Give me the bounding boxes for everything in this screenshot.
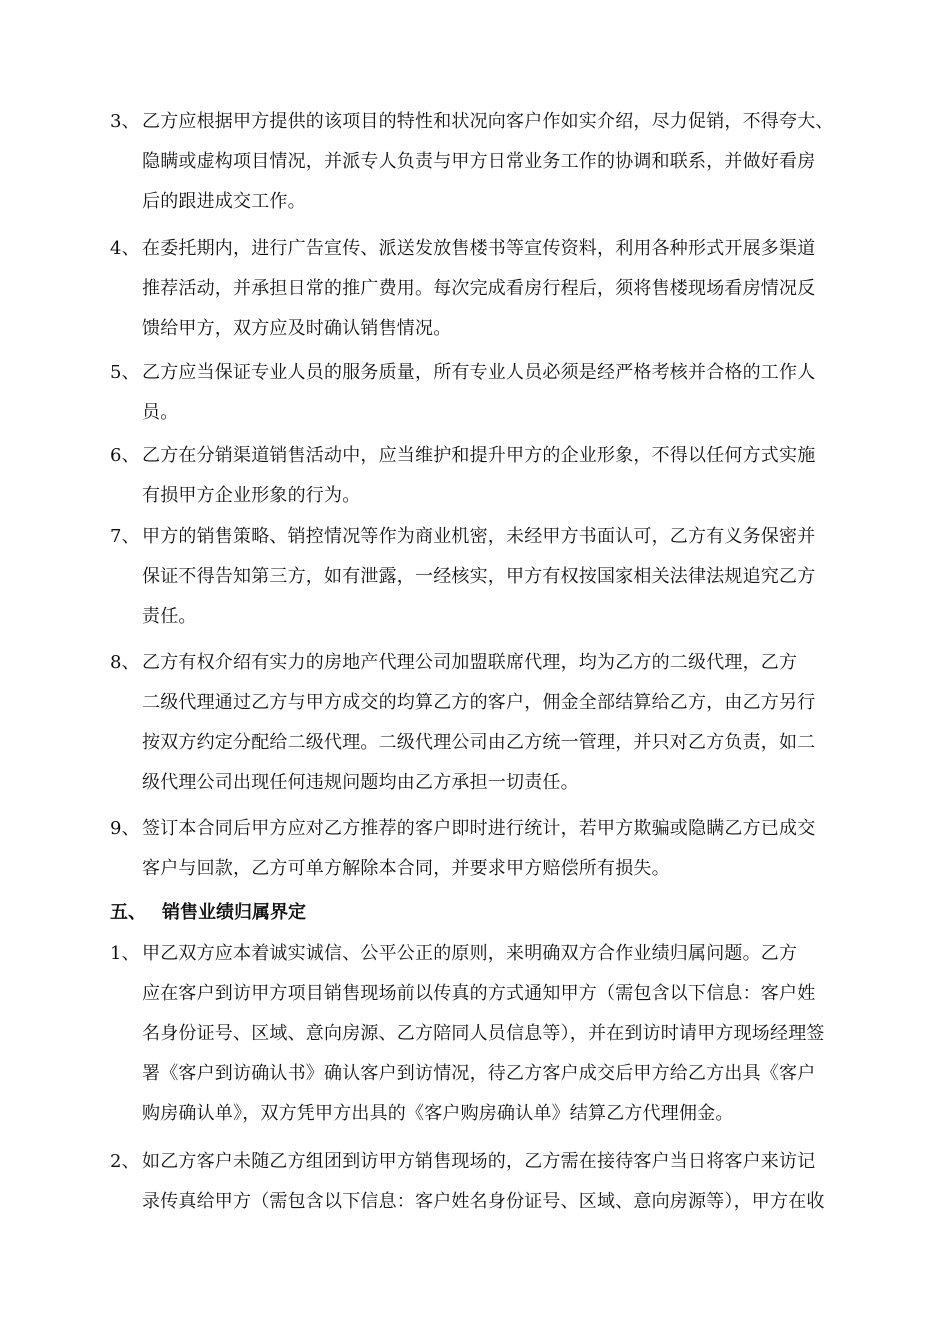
clause-line: 有损甲方企业形象的行为。: [142, 485, 361, 506]
clause-line: 录传真给甲方（需包含以下信息：客户姓名身份证号、区域、意向房源等），甲方在收: [142, 1191, 825, 1212]
clause-line: 馈给甲方，双方应及时确认销售情况。: [142, 318, 452, 339]
clause-line: 二级代理通过乙方与甲方成交的均算乙方的客户，佣金全部结算给乙方，由乙方另行: [142, 692, 816, 713]
clause-line: 应在客户到访甲方项目销售现场前以传真的方式通知甲方（需包含以下信息：客户姓: [142, 983, 816, 1004]
clause-9: [110, 809, 845, 889]
clause-line: 如乙方客户未随乙方组团到访甲方销售现场的，乙方需在接待客户当日将客户来访记: [142, 1151, 816, 1172]
clause-number: 1、: [110, 943, 140, 964]
clause-3: [110, 102, 845, 222]
clause-number: 6、: [110, 445, 140, 466]
clause-line: 后的跟进成交工作。: [142, 191, 306, 212]
clause-line: 责任。: [142, 606, 197, 627]
clause-number: 4、: [110, 238, 140, 259]
clause-line: 乙方应根据甲方提供的该项目的特性和状况向客户作如实介绍，尽力促销，不得夸大、: [142, 111, 834, 132]
section-number: 五、: [110, 902, 146, 923]
clause-line: 员。: [142, 402, 179, 423]
clause-7: [110, 517, 845, 637]
clause-line: 按双方约定分配给二级代理。二级代理公司由乙方统一管理，并只对乙方负责，如二: [142, 732, 816, 753]
clause-line: 乙方有权介绍有实力的房地产代理公司加盟联席代理，均为乙方的二级代理，乙方: [142, 652, 798, 673]
clause-number: 3、: [110, 111, 140, 132]
clause-5: [110, 353, 845, 433]
clause-line: 推荐活动，并承担日常的推广费用。每次完成看房行程后，须将售楼现场看房情况反: [142, 278, 816, 299]
clause-6: [110, 436, 845, 516]
clause-line: 署《客户到访确认书》确认客户到访情况，待乙方客户成交后甲方给乙方出具《客户: [142, 1063, 816, 1084]
clause-8: [110, 643, 845, 803]
clause-number: 7、: [110, 526, 140, 547]
clause-line: 甲方的销售策略、销控情况等作为商业机密，未经甲方书面认可，乙方有义务保密并: [142, 526, 816, 547]
clause-line: 甲乙双方应本着诚实诚信、公平公正的原则，来明确双方合作业绩归属问题。乙方: [142, 943, 798, 964]
section-title: 销售业绩归属界定: [162, 902, 306, 923]
clause-line: 名身份证号、区域、意向房源、乙方陪同人员信息等），并在到访时请甲方现场经理签: [142, 1023, 825, 1044]
clause-4: [110, 229, 845, 349]
clause-number: 5、: [110, 362, 140, 383]
section-clause-1: [110, 934, 845, 1134]
clause-line: 保证不得告知第三方，如有泄露，一经核实，甲方有权按国家相关法律法规追究乙方: [142, 566, 816, 587]
clause-number: 2、: [110, 1151, 140, 1172]
clause-number: 9、: [110, 818, 140, 839]
clause-number: 8、: [110, 652, 140, 673]
clause-line: 客户与回款，乙方可单方解除本合同，并要求甲方赔偿所有损失。: [142, 858, 670, 879]
clause-line: 在委托期内，进行广告宣传、派送发放售楼书等宣传资料，利用各种形式开展多渠道: [142, 238, 816, 259]
section-clause-2: [110, 1142, 845, 1222]
clause-line: 隐瞒或虚构项目情况，并派专人负责与甲方日常业务工作的协调和联系，并做好看房: [142, 151, 816, 172]
clause-line: 乙方应当保证专业人员的服务质量，所有专业人员必须是经严格考核并合格的工作人: [142, 362, 816, 383]
clause-line: 签订本合同后甲方应对乙方推荐的客户即时进行统计，若甲方欺骗或隐瞒乙方已成交: [142, 818, 816, 839]
clause-line: 级代理公司出现任何违规问题均由乙方承担一切责任。: [142, 772, 579, 793]
clause-line: 购房确认单》，双方凭甲方出具的《客户购房确认单》结算乙方代理佣金。: [142, 1103, 734, 1124]
section-heading: [110, 893, 306, 933]
clause-line: 乙方在分销渠道销售活动中，应当维护和提升甲方的企业形象，不得以任何方式实施: [142, 445, 816, 466]
